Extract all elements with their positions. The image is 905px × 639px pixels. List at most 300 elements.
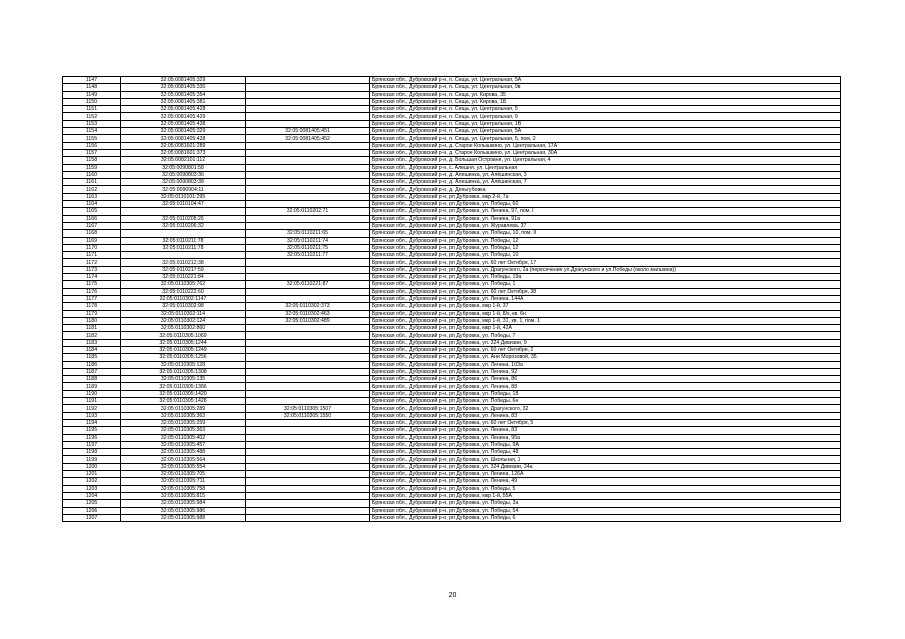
table-row bbox=[63, 456, 841, 463]
row-number: 1161 bbox=[63, 179, 121, 186]
table-row bbox=[63, 128, 841, 135]
table-row bbox=[63, 201, 841, 208]
address-cell: Брянская обл., Дубровский р-н, рп Дубровка, ул. Победы, 12 bbox=[370, 244, 841, 251]
table-row bbox=[63, 332, 841, 339]
address-cell: Брянская обл., Дубровский р-н, рп Дубровка, ул. Школьная, 1 bbox=[370, 456, 841, 463]
row-number: 1151 bbox=[63, 106, 121, 113]
building-cadastral-number bbox=[246, 398, 370, 405]
cadastral-number: 32:05:0090803:36 bbox=[121, 171, 246, 178]
table-row bbox=[63, 339, 841, 346]
row-number: 1157 bbox=[63, 149, 121, 156]
building-cadastral-number: 32:05:0110302:373 bbox=[246, 303, 370, 310]
table-row bbox=[63, 91, 841, 98]
building-cadastral-number bbox=[246, 471, 370, 478]
table-row bbox=[63, 281, 841, 288]
table-row bbox=[63, 113, 841, 120]
cadastral-number: 32:05:0082101:112 bbox=[121, 157, 246, 164]
table-row bbox=[63, 412, 841, 419]
cadastral-number: 32:05:0090801:58 bbox=[121, 164, 246, 171]
table-row bbox=[63, 252, 841, 259]
cadastral-number: 32:05:0110302:860 bbox=[121, 325, 246, 332]
row-number: 1192 bbox=[63, 405, 121, 412]
address-cell: Брянская обл., Дубровский р-н, рп Дубровка, ул. 60 лет Октября, 5 bbox=[370, 419, 841, 426]
row-number: 1181 bbox=[63, 325, 121, 332]
address-cell: Брянская обл., Дубровский р-н, рп Дубровка, мкр 1-й, 55А bbox=[370, 492, 841, 499]
address-cell: Брянская обл., Дубровский р-н, рп Дубровка, ул. Ленина, 88 bbox=[370, 383, 841, 390]
cadastral-number: 32:05:0110305:1386 bbox=[121, 383, 246, 390]
building-cadastral-number bbox=[246, 390, 370, 397]
table-row bbox=[63, 310, 841, 317]
row-number: 1171 bbox=[63, 252, 121, 259]
cadastral-number: 32:05:0110211:78 bbox=[121, 244, 246, 251]
address-cell: Брянская обл., Дубровский р-н, рп Дубровка, ул. Победы, 48 bbox=[370, 449, 841, 456]
row-number: 1202 bbox=[63, 478, 121, 485]
building-cadastral-number bbox=[246, 91, 370, 98]
row-number: 1188 bbox=[63, 376, 121, 383]
row-number: 1191 bbox=[63, 398, 121, 405]
row-number: 1150 bbox=[63, 98, 121, 105]
row-number: 1196 bbox=[63, 434, 121, 441]
table-row bbox=[63, 77, 841, 84]
cadastral-number: 32:05:0081405:428 bbox=[121, 135, 246, 142]
cadastral-number: 32:05:0081405:438 bbox=[121, 120, 246, 127]
table-row bbox=[63, 449, 841, 456]
building-cadastral-number bbox=[246, 295, 370, 302]
table-row bbox=[63, 463, 841, 470]
row-number: 1187 bbox=[63, 368, 121, 375]
address-cell: Брянская обл., Дубровский р-н, рп Дубровка, мкр 1-й, 8/к, кв. 6н bbox=[370, 310, 841, 317]
table-row bbox=[63, 346, 841, 353]
row-number: 1163 bbox=[63, 193, 121, 200]
building-cadastral-number bbox=[246, 106, 370, 113]
building-cadastral-number bbox=[246, 274, 370, 281]
cadastral-number: 32:05:0110305:762 bbox=[121, 281, 246, 288]
building-cadastral-number bbox=[246, 164, 370, 171]
cadastral-number: 32:05:0110101:295 bbox=[121, 193, 246, 200]
table-row bbox=[63, 142, 841, 149]
row-number: 1147 bbox=[63, 77, 121, 84]
building-cadastral-number bbox=[246, 376, 370, 383]
row-number: 1185 bbox=[63, 354, 121, 361]
address-cell: Брянская обл., Дубровский р-н, д. Алешинка, ул. Алёшинская, 3 bbox=[370, 171, 841, 178]
cadastral-number: 32:05:0110302:98 bbox=[121, 303, 246, 310]
address-cell: Брянская обл., Дубровский р-н, д. Старое Колышкино, ул. Центральная, 17А bbox=[370, 142, 841, 149]
cadastral-number bbox=[121, 230, 246, 237]
building-cadastral-number bbox=[246, 266, 370, 273]
cadastral-number: 32:05:0081405:428 bbox=[121, 106, 246, 113]
table-row bbox=[63, 514, 841, 521]
table-row bbox=[63, 179, 841, 186]
address-cell: Брянская обл., Дубровский р-н, рп Дубровка, ул. Ленина, 144А bbox=[370, 295, 841, 302]
address-cell: Брянская обл., Дубровский р-н, рп Дубровка, ул. Ани Морозовой, 35 bbox=[370, 354, 841, 361]
table-row bbox=[63, 441, 841, 448]
building-cadastral-number: 32:05:0110202:71 bbox=[246, 208, 370, 215]
building-cadastral-number bbox=[246, 193, 370, 200]
table-row bbox=[63, 98, 841, 105]
building-cadastral-number bbox=[246, 98, 370, 105]
building-cadastral-number bbox=[246, 346, 370, 353]
row-number: 1200 bbox=[63, 463, 121, 470]
row-number: 1158 bbox=[63, 157, 121, 164]
row-number: 1174 bbox=[63, 274, 121, 281]
row-number: 1149 bbox=[63, 91, 121, 98]
building-cadastral-number: 32:05:0110302:489 bbox=[246, 317, 370, 324]
cadastral-number: 32:05:0081405:329 bbox=[121, 128, 246, 135]
row-number: 1189 bbox=[63, 383, 121, 390]
cadastral-number: 32:05:0110221:84 bbox=[121, 274, 246, 281]
address-cell: Брянская обл., Дубровский р-н, рп Дубровка, ул. Победы, 10 bbox=[370, 252, 841, 259]
building-cadastral-number bbox=[246, 259, 370, 266]
cadastral-number: 32:05:0110104:47 bbox=[121, 201, 246, 208]
address-cell: Брянская обл., Дубровский р-н, д. Деньгубовка bbox=[370, 186, 841, 193]
building-cadastral-number: 32:05:0110211:74 bbox=[246, 237, 370, 244]
address-cell: Брянская обл., Дубровский р-н, д. Алешинка, ул. Алёшинская, 7 bbox=[370, 179, 841, 186]
building-cadastral-number bbox=[246, 507, 370, 514]
cadastral-number: 32:05:0081601:373 bbox=[121, 149, 246, 156]
address-cell: Брянская обл., Дубровский р-н, п. Сеща, ул. Кирова, 1Б bbox=[370, 98, 841, 105]
address-cell: Брянская обл., Дубровский р-н, рп Дубровка, ул. Победы, 5 bbox=[370, 485, 841, 492]
cadastral-number: 32:05:0110212:38 bbox=[121, 259, 246, 266]
row-number: 1152 bbox=[63, 113, 121, 120]
table-row bbox=[63, 266, 841, 273]
address-cell: Брянская обл., Дубровский р-н, рп Дубровка, ул. Победы, 7 bbox=[370, 332, 841, 339]
table-row bbox=[63, 237, 841, 244]
building-cadastral-number: 32:05:0110305:1550 bbox=[246, 412, 370, 419]
building-cadastral-number bbox=[246, 325, 370, 332]
row-number: 1175 bbox=[63, 281, 121, 288]
address-cell: Брянская обл., Дубровский р-н, д. Большая Островня, ул. Центральная, 4 bbox=[370, 157, 841, 164]
row-number: 1168 bbox=[63, 230, 121, 237]
table-row bbox=[63, 288, 841, 295]
table-row bbox=[63, 427, 841, 434]
cadastral-number: 32:05:0081405:330 bbox=[121, 84, 246, 91]
cadastral-number: 32:05:0110305:259 bbox=[121, 419, 246, 426]
address-cell: Брянская обл., Дубровский р-н, п. Сеща, ул. Центральная, 5 bbox=[370, 106, 841, 113]
address-cell: Брянская обл., Дубровский р-н, рп Дубровка, ул. Ленина, 91а bbox=[370, 215, 841, 222]
table-row bbox=[63, 485, 841, 492]
building-cadastral-number bbox=[246, 339, 370, 346]
row-number: 1197 bbox=[63, 441, 121, 448]
cadastral-number: 32:05:0110305:1420 bbox=[121, 390, 246, 397]
cadastral-number: 32:05:0090803:38 bbox=[121, 179, 246, 186]
row-number: 1166 bbox=[63, 215, 121, 222]
table-row bbox=[63, 325, 841, 332]
row-number: 1167 bbox=[63, 222, 121, 229]
building-cadastral-number bbox=[246, 500, 370, 507]
table-row bbox=[63, 171, 841, 178]
cadastral-number: 32:05:0110305:984 bbox=[121, 500, 246, 507]
address-cell: Брянская обл., Дубровский р-н, рп Дубровка, ул. 60 лет Октября, 17 bbox=[370, 259, 841, 266]
building-cadastral-number: 32:05:0081405:451 bbox=[246, 128, 370, 135]
row-number: 1180 bbox=[63, 317, 121, 324]
building-cadastral-number bbox=[246, 485, 370, 492]
address-cell: Брянская обл., Дубровский р-н, рп Дубровка, ул. Победы, 54 bbox=[370, 507, 841, 514]
address-cell: Брянская обл., Дубровский р-н, рп Дубровка, ул. Победы, 60 bbox=[370, 201, 841, 208]
row-number: 1173 bbox=[63, 266, 121, 273]
address-cell: Брянская обл., Дубровский р-н, рп Дубровка, ул. Победы, 18 bbox=[370, 390, 841, 397]
cadastral-number: 32:05:0110302:124 bbox=[121, 317, 246, 324]
address-cell: Брянская обл., Дубровский р-н, рп Дубровка, ул. Ленина, 92 bbox=[370, 368, 841, 375]
row-number: 1186 bbox=[63, 361, 121, 368]
table-row bbox=[63, 383, 841, 390]
table-row bbox=[63, 398, 841, 405]
cadastral-number bbox=[121, 208, 246, 215]
address-cell: Брянская обл., Дубровский р-н, д. Старое Колышкино, ул. Центральная, 30А bbox=[370, 149, 841, 156]
row-number: 1164 bbox=[63, 201, 121, 208]
row-number: 1176 bbox=[63, 288, 121, 295]
address-cell: Брянская обл., Дубровский р-н, рп Дубровка, мкр 1-й, 31, кв. 1, пом. 1 bbox=[370, 317, 841, 324]
table-row bbox=[63, 106, 841, 113]
table-row bbox=[63, 492, 841, 499]
table-row bbox=[63, 259, 841, 266]
table-row bbox=[63, 303, 841, 310]
building-cadastral-number bbox=[246, 149, 370, 156]
document-page bbox=[62, 76, 840, 522]
address-cell: Брянская обл., Дубровский р-н, рп Дубровка, ул. Журавлева, 37 bbox=[370, 222, 841, 229]
row-number: 1148 bbox=[63, 84, 121, 91]
cadastral-number: 32:05:0081405:329 bbox=[121, 77, 246, 84]
table-row bbox=[63, 215, 841, 222]
cadastral-number: 32:05:0110305:1249 bbox=[121, 346, 246, 353]
cadastral-number: 32:05:0110302:1147 bbox=[121, 295, 246, 302]
cadastral-number: 32:05:0110305:488 bbox=[121, 449, 246, 456]
cadastral-number: 32:05:0110305:1069 bbox=[121, 332, 246, 339]
row-number: 1160 bbox=[63, 171, 121, 178]
building-cadastral-number bbox=[246, 419, 370, 426]
address-cell: Брянская обл., Дубровский р-н, рп Дубровка, ул. Ленина, 49 bbox=[370, 478, 841, 485]
building-cadastral-number bbox=[246, 332, 370, 339]
row-number: 1169 bbox=[63, 237, 121, 244]
address-cell: Брянская обл., Дубровский р-н, п. Сеща, ул. Центральная, 5А bbox=[370, 128, 841, 135]
cadastral-number: 32:05:0110305:986 bbox=[121, 507, 246, 514]
building-cadastral-number bbox=[246, 514, 370, 521]
cadastral-number: 32:05:0110305:363 bbox=[121, 427, 246, 434]
cadastral-number: 32:05:0110305:758 bbox=[121, 485, 246, 492]
address-cell: Брянская обл., Дубровский р-н, рп Дубровка, ул. Драгунского, 32 bbox=[370, 405, 841, 412]
table-row bbox=[63, 208, 841, 215]
cadastral-number: 32:05:0110205:26 bbox=[121, 215, 246, 222]
row-number: 1156 bbox=[63, 142, 121, 149]
building-cadastral-number bbox=[246, 171, 370, 178]
row-number: 1207 bbox=[63, 514, 121, 521]
cadastral-number: 32:05:0110305:815 bbox=[121, 492, 246, 499]
row-number: 1195 bbox=[63, 427, 121, 434]
address-cell: Брянская обл., Дубровский р-н, рп Дубровка, ул. Победы, 19а bbox=[370, 274, 841, 281]
building-cadastral-number bbox=[246, 157, 370, 164]
row-number: 1178 bbox=[63, 303, 121, 310]
address-cell: Брянская обл., Дубровский р-н, рп Дубровка, ул. Победы, 12 bbox=[370, 237, 841, 244]
address-cell: Брянская обл., Дубровский р-н, п. Сеща, ул. Центральная, 5А bbox=[370, 77, 841, 84]
cadastral-number: 32:05:0110222:60 bbox=[121, 288, 246, 295]
building-cadastral-number bbox=[246, 383, 370, 390]
cadastral-number: 32:05:0110305:705 bbox=[121, 471, 246, 478]
table-row bbox=[63, 507, 841, 514]
table-row bbox=[63, 419, 841, 426]
building-cadastral-number: 32:05:0110211:75 bbox=[246, 244, 370, 251]
table-row bbox=[63, 222, 841, 229]
address-cell: Брянская обл., Дубровский р-н, рп Дубровка, ул. Победы, 9А bbox=[370, 441, 841, 448]
building-cadastral-number bbox=[246, 434, 370, 441]
table-row bbox=[63, 390, 841, 397]
row-number: 1172 bbox=[63, 259, 121, 266]
cadastral-number: 32:05:0081601:289 bbox=[121, 142, 246, 149]
row-number: 1198 bbox=[63, 449, 121, 456]
cadastral-number: 32:05:0081405:381 bbox=[121, 98, 246, 105]
building-cadastral-number bbox=[246, 478, 370, 485]
row-number: 1182 bbox=[63, 332, 121, 339]
cadastral-number: 32:05:0110305:457 bbox=[121, 441, 246, 448]
building-cadastral-number: 32:05:0081405:452 bbox=[246, 135, 370, 142]
row-number: 1183 bbox=[63, 339, 121, 346]
building-cadastral-number bbox=[246, 201, 370, 208]
table-row bbox=[63, 135, 841, 142]
building-cadastral-number bbox=[246, 441, 370, 448]
table-row bbox=[63, 317, 841, 324]
table-row bbox=[63, 193, 841, 200]
cadastral-number: 32:05:0090904:11 bbox=[121, 186, 246, 193]
address-cell: Брянская обл., Дубровский р-н, рп Дубровка, ул. 324 Дивизии, 24а bbox=[370, 463, 841, 470]
building-cadastral-number bbox=[246, 427, 370, 434]
row-number: 1201 bbox=[63, 471, 121, 478]
row-number: 1155 bbox=[63, 135, 121, 142]
row-number: 1162 bbox=[63, 186, 121, 193]
cadastral-number bbox=[121, 252, 246, 259]
address-cell: Брянская обл., Дубровский р-н, рп Дубровка, ул. 60 лет Октября, 38 bbox=[370, 288, 841, 295]
building-cadastral-number bbox=[246, 456, 370, 463]
address-cell: Брянская обл., Дубровский р-н, рп Дубровка, мкр 2-й, 7а bbox=[370, 193, 841, 200]
row-number: 1206 bbox=[63, 507, 121, 514]
address-cell: Брянская обл., Дубровский р-н, п. Сеща, ул. Центральная, 5, пом. 2 bbox=[370, 135, 841, 142]
table-row bbox=[63, 186, 841, 193]
address-cell: Брянская обл., Дубровский р-н, рп Дубровка, ул. Ленина, 86 bbox=[370, 376, 841, 383]
table-row bbox=[63, 361, 841, 368]
building-cadastral-number bbox=[246, 354, 370, 361]
row-number: 1177 bbox=[63, 295, 121, 302]
building-cadastral-number bbox=[246, 113, 370, 120]
address-cell: Брянская обл., Дубровский р-н, рп Дубровка, ул. Победы, 10, пом. II bbox=[370, 230, 841, 237]
cadastral-number: 32:05:0110305:289 bbox=[121, 405, 246, 412]
address-cell: Брянская обл., Дубровский р-н, рп Дубровка, ул. Ленина, 95а bbox=[370, 434, 841, 441]
address-cell: Брянская обл., Дубровский р-н, рп Дубровка, ул. 60 лет Октября, 2 bbox=[370, 346, 841, 353]
table-row bbox=[63, 230, 841, 237]
building-cadastral-number: 32:05:0110211:77 bbox=[246, 252, 370, 259]
table-row bbox=[63, 500, 841, 507]
table-row bbox=[63, 244, 841, 251]
address-cell: Брянская обл., Дубровский р-н, рп Дубровка, ул. Ленина, 126А bbox=[370, 471, 841, 478]
row-number: 1179 bbox=[63, 310, 121, 317]
table-row bbox=[63, 368, 841, 375]
cadastral-number: 32:05:0110305:402 bbox=[121, 434, 246, 441]
row-number: 1194 bbox=[63, 419, 121, 426]
row-number: 1184 bbox=[63, 346, 121, 353]
address-cell: Брянская обл., Дубровский р-н, рп Дубровка, ул. Ленина, 97, пом. I bbox=[370, 208, 841, 215]
table-row bbox=[63, 405, 841, 412]
building-cadastral-number: 32:05:0110305:1507 bbox=[246, 405, 370, 412]
table-row bbox=[63, 376, 841, 383]
address-cell: Брянская обл., Дубровский р-н, п. Сеща, ул. Центральная, 9 bbox=[370, 113, 841, 120]
address-cell: Брянская обл., Дубровский р-н, с. Алешня, ул. Центральная bbox=[370, 164, 841, 171]
address-cell: Брянская обл., Дубровский р-н, рп Дубровка, мкр 1-й, 37 bbox=[370, 303, 841, 310]
cadastral-number: 32:05:0110305:1428 bbox=[121, 398, 246, 405]
cadastral-number: 32:05:0110305:363 bbox=[121, 412, 246, 419]
table-row bbox=[63, 149, 841, 156]
row-number: 1199 bbox=[63, 456, 121, 463]
cadastral-number: 32:05:0110211:78 bbox=[121, 237, 246, 244]
cadastral-number: 32:05:0110305:1308 bbox=[121, 368, 246, 375]
cadastral-number: 32:05:0110217:59 bbox=[121, 266, 246, 273]
cadastral-number: 32:05:0110302:114 bbox=[121, 310, 246, 317]
address-cell: Брянская обл., Дубровский р-н, рп Дубровка, ул. Победы, 6 bbox=[370, 514, 841, 521]
address-cell: Брянская обл., Дубровский р-н, п. Сеща, ул. Центральная, 1В bbox=[370, 120, 841, 127]
address-cell: Брянская обл., Дубровский р-н, рп Дубровка, ул. Победы, 6н bbox=[370, 398, 841, 405]
cadastral-number: 32:05:0081405:429 bbox=[121, 113, 246, 120]
building-cadastral-number: 32:05:0110221:87 bbox=[246, 281, 370, 288]
building-cadastral-number: 32:05:0110211:65 bbox=[246, 230, 370, 237]
row-number: 1153 bbox=[63, 120, 121, 127]
row-number: 1190 bbox=[63, 390, 121, 397]
building-cadastral-number bbox=[246, 492, 370, 499]
row-number: 1154 bbox=[63, 128, 121, 135]
address-cell: Брянская обл., Дубровский р-н, рп Дубровка, ул. Драгунского, 2а (пересечение ул.Драгунского и ул.Победы (около магазина)) bbox=[370, 266, 841, 273]
table-row bbox=[63, 157, 841, 164]
property-register-table bbox=[62, 76, 841, 522]
table-row bbox=[63, 295, 841, 302]
cadastral-number: 32:05:0110305:554 bbox=[121, 463, 246, 470]
table-row bbox=[63, 84, 841, 91]
row-number: 1205 bbox=[63, 500, 121, 507]
address-cell: Брянская обл., Дубровский р-н, рп Дубровка, ул. Победы, 1 bbox=[370, 281, 841, 288]
row-number: 1165 bbox=[63, 208, 121, 215]
address-cell: Брянская обл., Дубровский р-н, рп Дубровка, ул. Ленина, 83 bbox=[370, 412, 841, 419]
building-cadastral-number bbox=[246, 84, 370, 91]
row-number: 1159 bbox=[63, 164, 121, 171]
address-cell: Брянская обл., Дубровский р-н, рп Дубровка, ул. Ленина, 103а bbox=[370, 361, 841, 368]
cadastral-number: 32:05:0110305:1256 bbox=[121, 354, 246, 361]
cadastral-number: 32:05:0110305:128 bbox=[121, 361, 246, 368]
cadastral-number: 32:05:0110206:32 bbox=[121, 222, 246, 229]
page-number: 20 bbox=[448, 592, 457, 599]
row-number: 1170 bbox=[63, 244, 121, 251]
address-cell: Брянская обл., Дубровский р-н, п. Сеща, ул. Кирова, 35 bbox=[370, 91, 841, 98]
address-cell: Брянская обл., Дубровский р-н, рп Дубровка, ул. Ленина, 83 bbox=[370, 427, 841, 434]
cadastral-number: 32:05:0110305:1244 bbox=[121, 339, 246, 346]
table-row bbox=[63, 164, 841, 171]
cadastral-number: 32:05:0110305:711 bbox=[121, 478, 246, 485]
building-cadastral-number bbox=[246, 368, 370, 375]
building-cadastral-number bbox=[246, 449, 370, 456]
address-cell: Брянская обл., Дубровский р-н, рп Дубровка, мкр 1-й, 42А bbox=[370, 325, 841, 332]
table-row bbox=[63, 471, 841, 478]
building-cadastral-number: 32:05:0110302:463 bbox=[246, 310, 370, 317]
table-row bbox=[63, 274, 841, 281]
building-cadastral-number bbox=[246, 179, 370, 186]
table-body bbox=[63, 77, 841, 522]
address-cell: Брянская обл., Дубровский р-н, рп Дубровка, ул. Победы, 3а bbox=[370, 500, 841, 507]
cadastral-number: 32:05:0110305:988 bbox=[121, 514, 246, 521]
address-cell: Брянская обл., Дубровский р-н, п. Сеща, ул. Центральная, 9в bbox=[370, 84, 841, 91]
table-row bbox=[63, 354, 841, 361]
building-cadastral-number bbox=[246, 77, 370, 84]
building-cadastral-number bbox=[246, 142, 370, 149]
table-row bbox=[63, 434, 841, 441]
cadastral-number: 32:05:0110305:564 bbox=[121, 456, 246, 463]
building-cadastral-number bbox=[246, 222, 370, 229]
building-cadastral-number bbox=[246, 215, 370, 222]
cadastral-number: 32:05:0110305:135 bbox=[121, 376, 246, 383]
address-cell: Брянская обл., Дубровский р-н, рп Дубровка, ул. 324 Дивизии, 9 bbox=[370, 339, 841, 346]
row-number: 1203 bbox=[63, 485, 121, 492]
row-number: 1204 bbox=[63, 492, 121, 499]
